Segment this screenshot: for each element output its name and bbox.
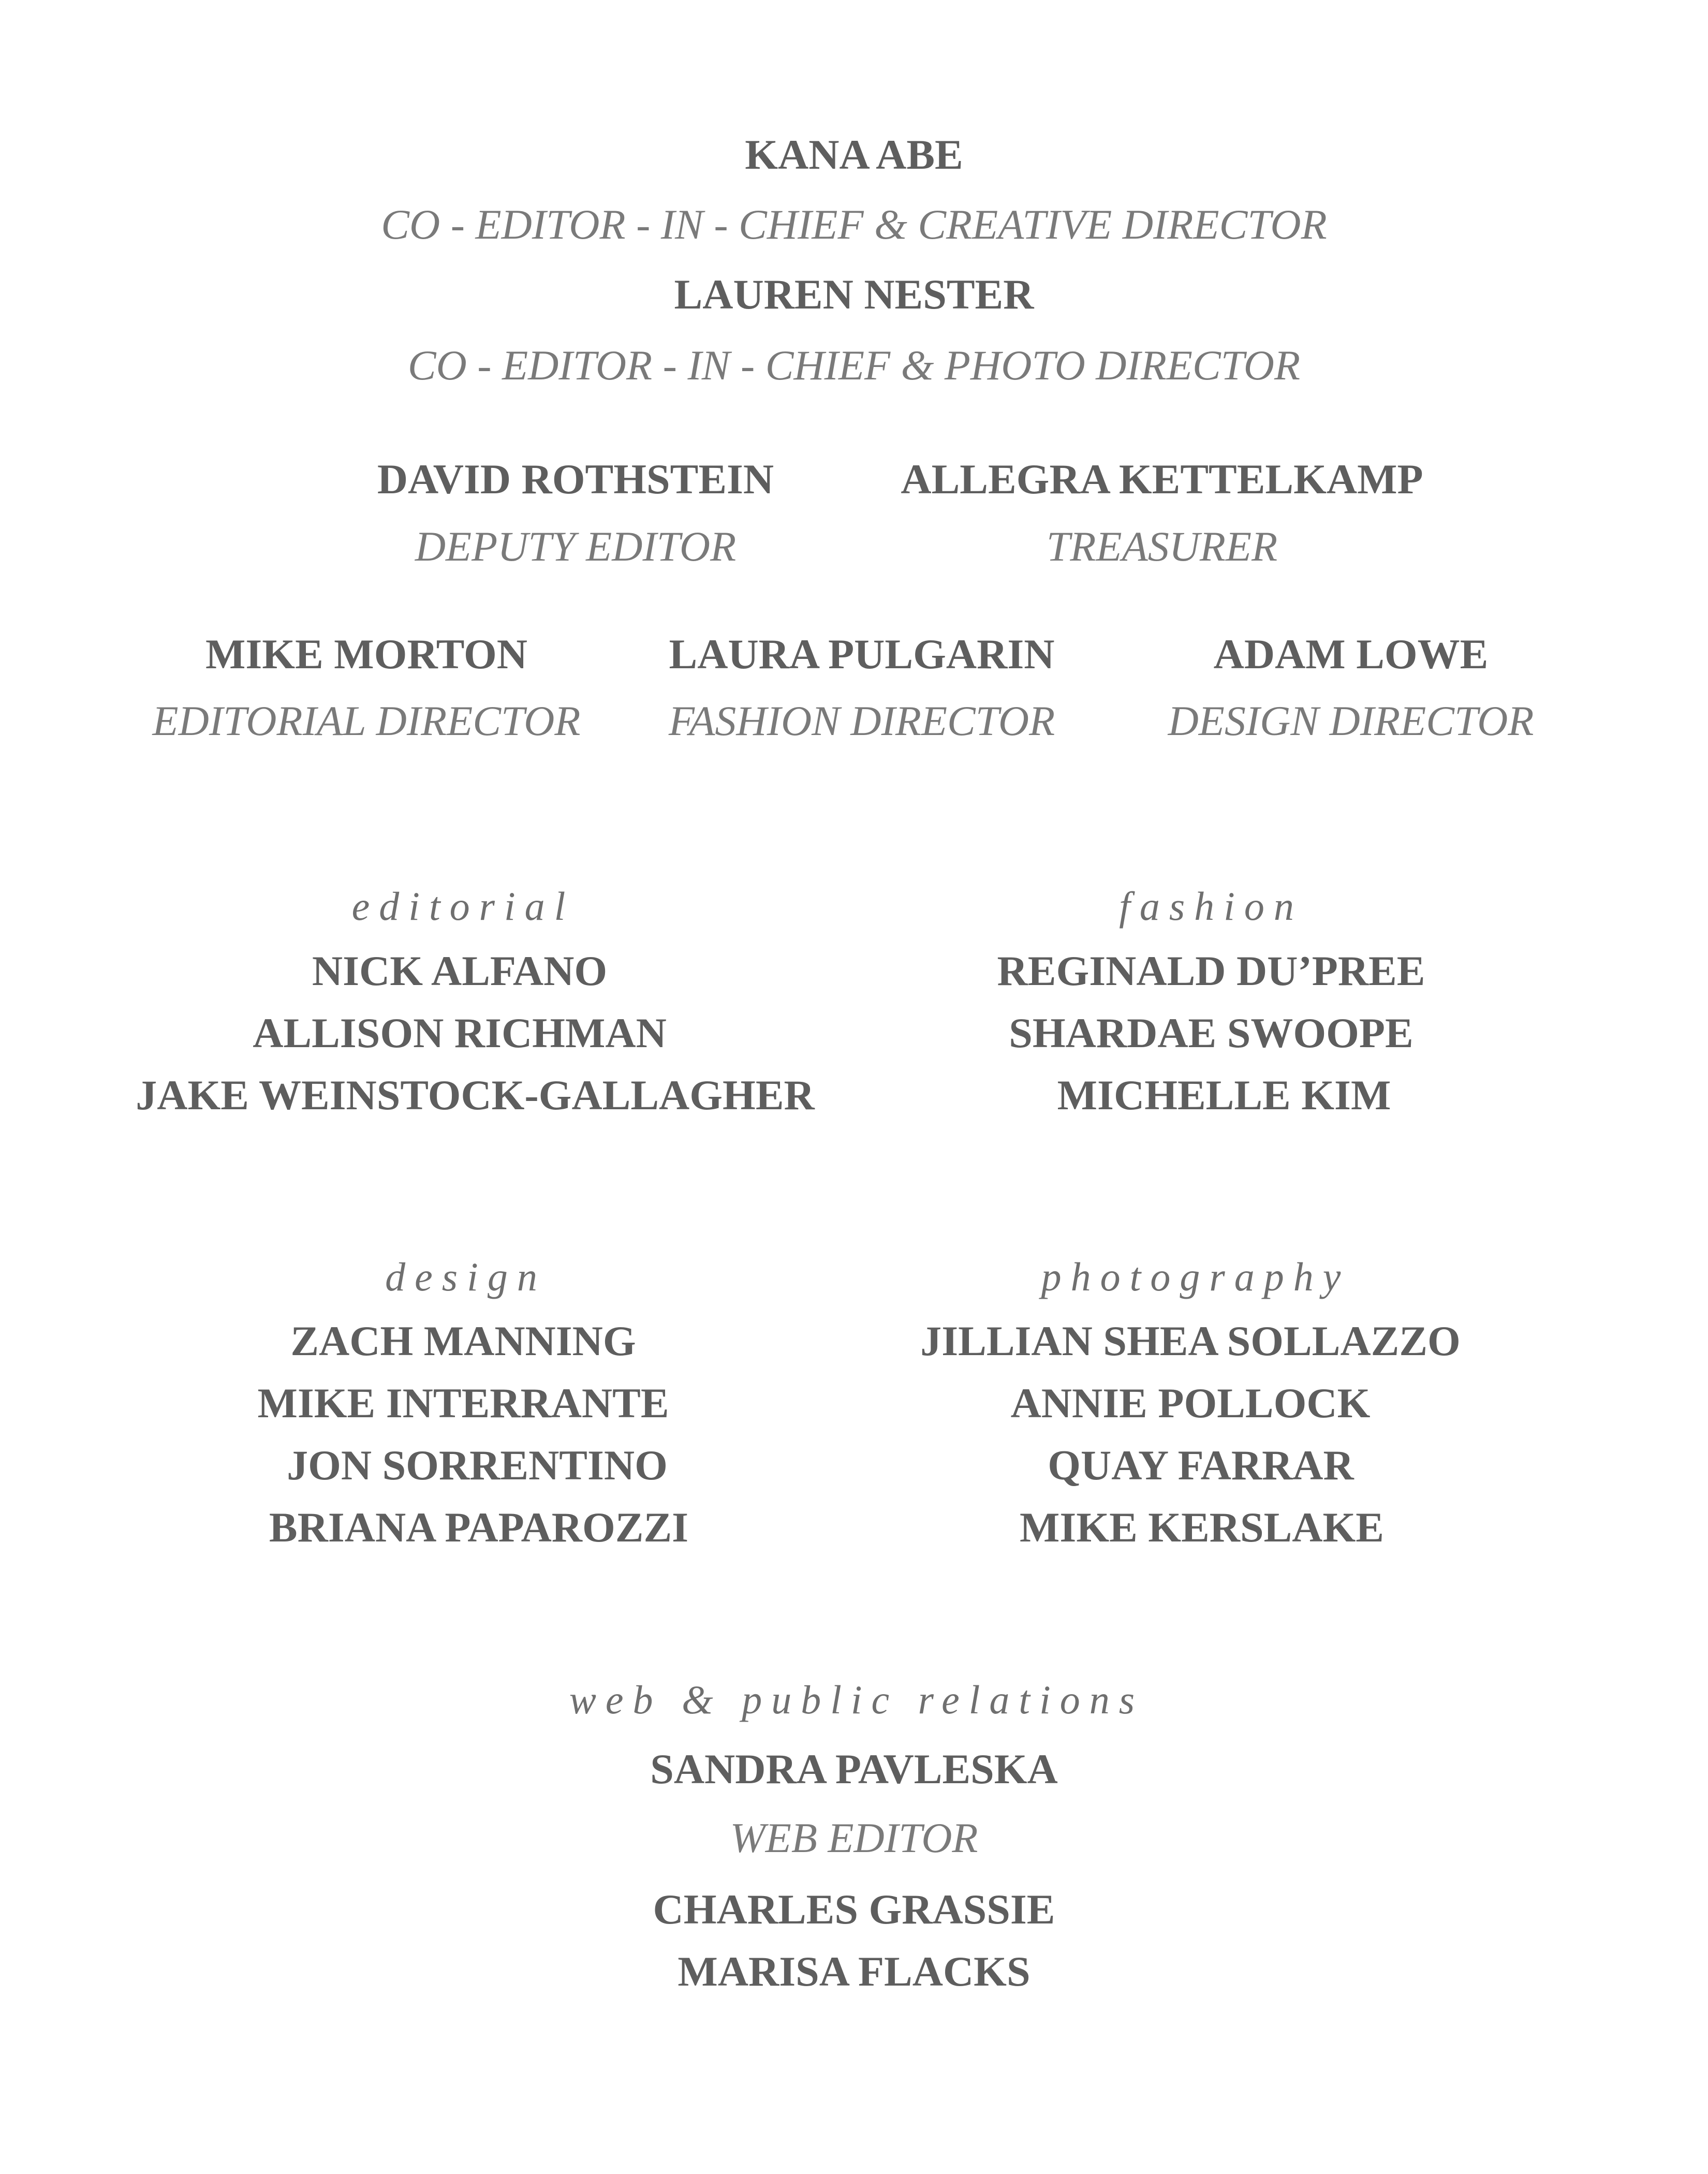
deputy-editor-title: DEPUTY EDITOR [415,523,737,570]
editorial-section-heading: editorial [351,884,575,929]
treasurer-title: TREASURER [1046,523,1278,570]
editorial-member: NICK ALFANO [312,947,608,994]
design-member: JON SORRENTINO [287,1442,668,1489]
web-pr-section-heading: web & public relations [569,1677,1144,1722]
web-editor-title: WEB EDITOR [730,1814,978,1861]
photography-member: MIKE KERSLAKE [1020,1504,1384,1551]
design-section-heading: design [385,1254,547,1299]
design-director-name: ADAM LOWE [1213,630,1489,678]
fashion-director-title: FASHION DIRECTOR [668,697,1055,744]
fashion-member: SHARDAE SWOOPE [1009,1009,1413,1056]
fashion-member: MICHELLE KIM [1057,1071,1391,1119]
treasurer-name: ALLEGRA KETTELKAMP [901,456,1423,503]
web-pr-member: CHARLES GRASSIE [653,1886,1055,1933]
photography-member: JILLIAN SHEA SOLLAZZO [920,1317,1461,1364]
photography-member: QUAY FARRAR [1048,1442,1354,1489]
photography-section-heading: photography [1041,1254,1350,1299]
editorial-director-title: EDITORIAL DIRECTOR [152,697,581,744]
fashion-member: REGINALD DU’PREE [997,947,1425,994]
lead-name-1: KANA ABE [745,131,963,178]
editorial-member: JAKE WEINSTOCK-GALLAGHER [136,1071,815,1119]
lead-title-2: CO - EDITOR - IN - CHIEF & PHOTO DIRECTOR [407,342,1301,389]
web-editor-name: SANDRA PAVLESKA [650,1745,1058,1793]
editorial-director-name: MIKE MORTON [205,630,528,678]
fashion-section-heading: fashion [1119,884,1303,929]
design-director-title: DESIGN DIRECTOR [1168,697,1534,744]
lead-title-1: CO - EDITOR - IN - CHIEF & CREATIVE DIRECTOR [381,201,1327,248]
editorial-member: ALLISON RICHMAN [253,1009,667,1056]
design-member: MIKE INTERRANTE [257,1379,669,1427]
design-member: BRIANA PAPAROZZI [269,1504,689,1551]
lead-name-2: LAUREN NESTER [674,271,1034,318]
web-pr-member: MARISA FLACKS [678,1948,1030,1995]
design-member: ZACH MANNING [290,1317,636,1364]
fashion-director-name: LAURA PULGARIN [669,630,1055,678]
photography-member: ANNIE POLLOCK [1010,1379,1371,1427]
deputy-editor-name: DAVID ROTHSTEIN [377,456,774,503]
